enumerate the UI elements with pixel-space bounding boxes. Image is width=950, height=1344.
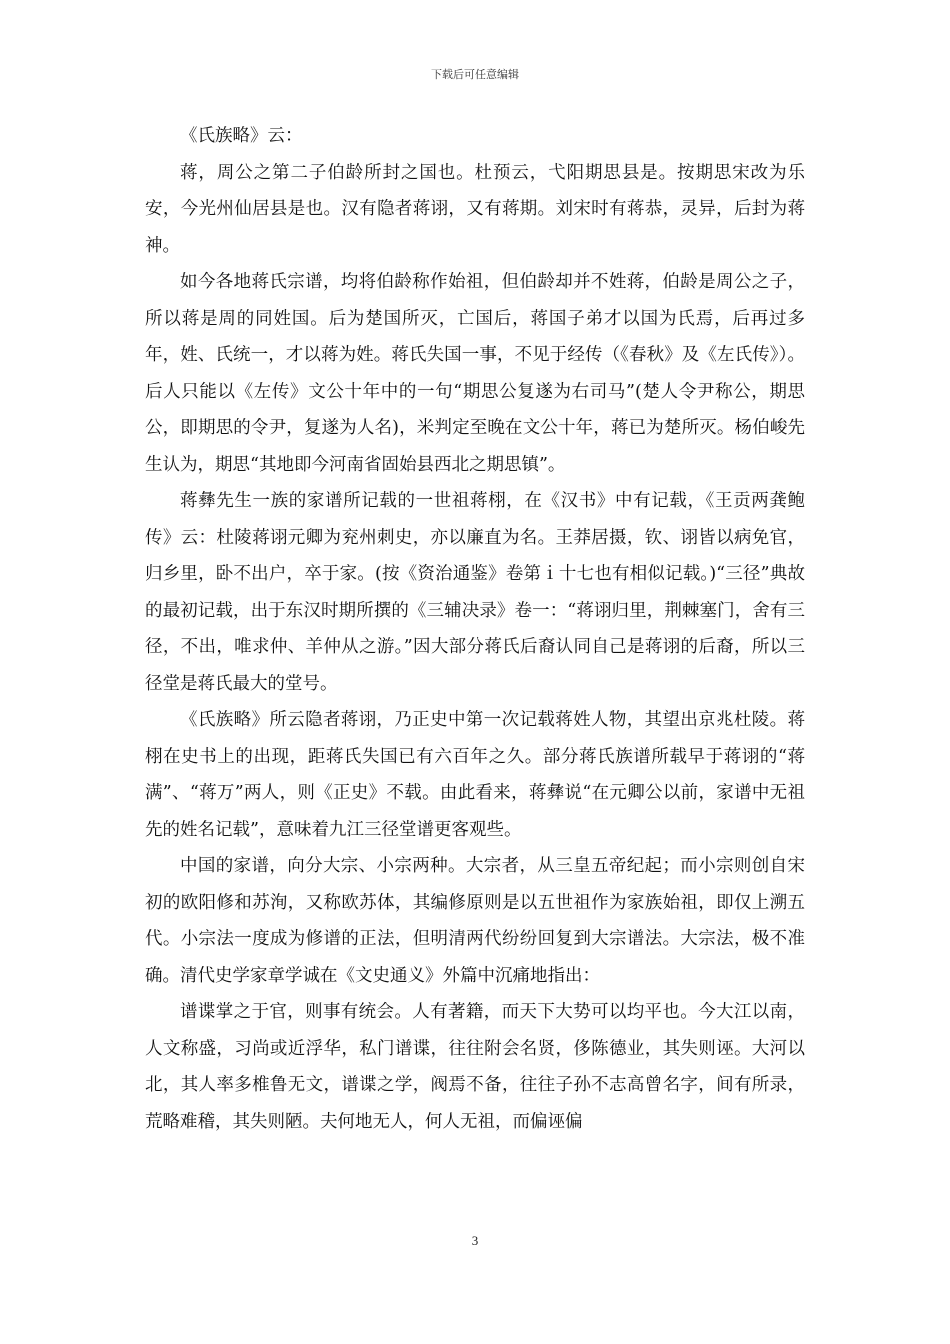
paragraph: 蒋彝先生一族的家谱所记载的一世祖蒋栩，在《汉书》中有记载，《王贡两龚鲍传》云：杜陵蒋诩元卿为兖州刺史，亦以廉直为名。王莽居摄，钦、诩皆以病免官，归乡里，卧不出户，卒于家。(按《资治通鉴》卷第ｉ十七也有相似记载。)“三径”典故的最初记载，出于东汉时期所撰的《三辅决录》卷一：“蒋诩归里，荆棘塞门，舍有三径，不出，唯求仲、羊仲从之游。”因大部分蒋氏后裔认同自己是蒋诩的后裔，所以三径堂是蒋氏最大的堂号。 (145, 491, 805, 694)
paragraph: 《氏族略》云： (180, 126, 303, 146)
paragraph: 蒋，周公之第二子伯龄所封之国也。杜预云，弋阳期思县是。按期思宋改为乐安，今光州仙居县是也。汉有隐者蒋诩，又有蒋期。刘宋时有蒋恭，灵异，后封为蒋神。 (145, 162, 805, 256)
page-header: 下载后可任意编辑 (431, 68, 519, 81)
paragraph: 如今各地蒋氏宗谱，均将伯龄称作始祖，但伯龄却并不姓蒋，伯龄是周公之子，所以蒋是周的同姓国。后为楚国所灭，亡国后，蒋国子弟才以国为氏焉，后再过多年，姓、氏统一，才以蒋为姓。蒋氏失国一事，不见于经传（《春秋》及《左氏传》）。后人只能以《左传》文公十年中的一句“期思公复遂为右司马”(楚人令尹称公，期思公，即期思的令尹，复遂为人名)，米判定至晚在文公十年，蒋已为楚所灭。杨伯峻先生认为，期思“其地即今河南省固始县西北之期思镇”。 (145, 272, 805, 475)
paragraph: 《氏族略》所云隐者蒋诩，乃正史中第一次记载蒋姓人物，其望出京兆杜陵。蒋栩在史书上的出现，距蒋氏失国已有六百年之久。部分蒋氏族谱所载早于蒋诩的“蒋满”、“蒋万”两人，则《正史》不载。由此看来，蒋彝说“在元卿公以前，家谱中无祖先的姓名记载”，意味着九江三径堂谱更客观些。 (145, 710, 805, 840)
paragraph: 中国的家谱，向分大宗、小宗两种。大宗者，从三皇五帝纪起；而小宗则创自宋初的欧阳修和苏洵，又称欧苏体，其编修原则是以五世祖作为家族始祖，即仅上溯五代。小宗法一度成为修谱的正法，但明清两代纷纷回复到大宗谱法。大宗法，极不准确。清代史学家章学诚在《文史通义》外篇中沉痛地指出： (145, 856, 805, 986)
document-body (145, 118, 805, 1140)
page-number: 3 (471, 1233, 479, 1248)
paragraph: 谱谍掌之于官，则事有统会。人有著籍，而天下大势可以均平也。今大江以南，人文称盛，习尚或近浮华，私门谱谍，往往附会名贤，侈陈德业，其失则诬。大河以北，其人率多椎鲁无文，谱谍之学，阀焉不备，往往子孙不志高曾名字，间有所录，荒略难稽，其失则陋。夫何地无人，何人无祖，而偏诬偏 (145, 1002, 805, 1132)
